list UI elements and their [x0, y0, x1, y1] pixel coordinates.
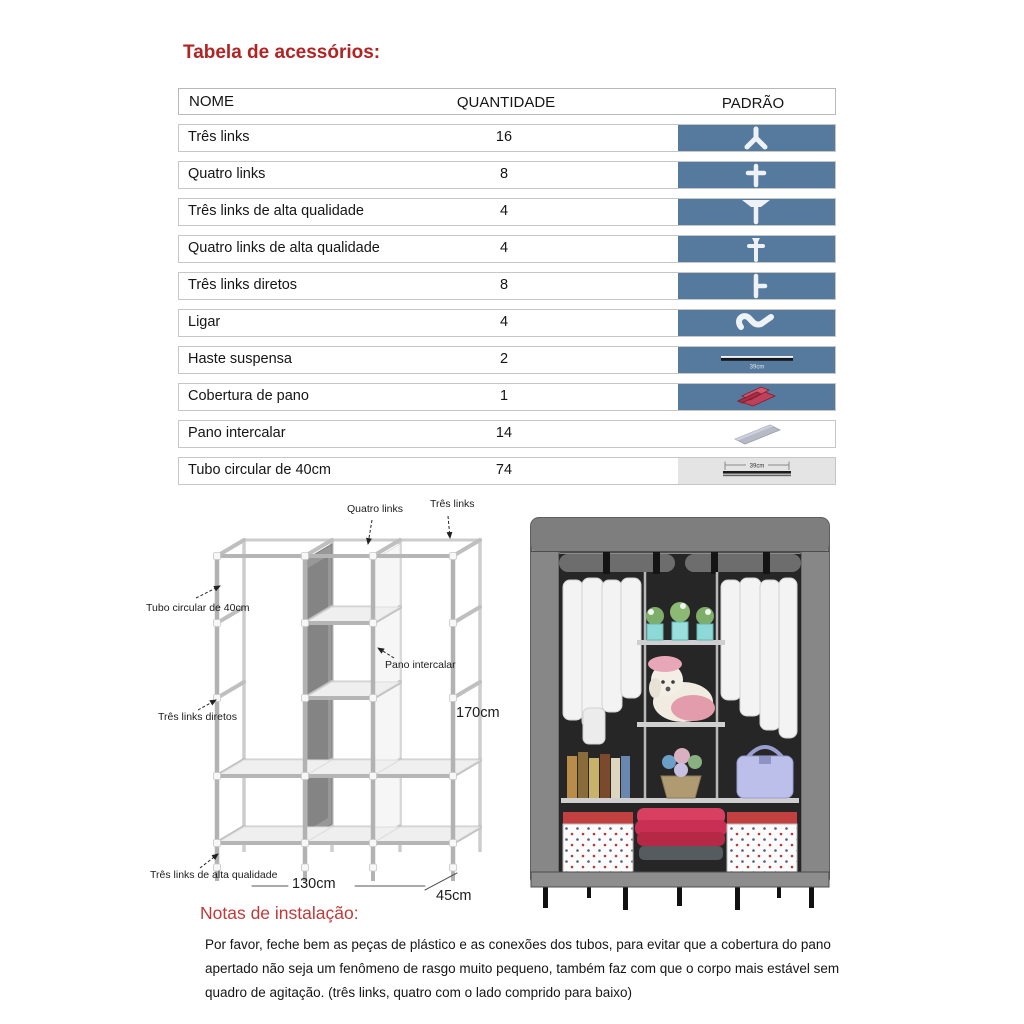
divider-panel-icon [678, 421, 835, 447]
table-row [178, 161, 836, 189]
fabric-cover-icon [678, 384, 835, 410]
column-header-pattern: PADRÃO [721, 95, 785, 112]
accessory-quantity: 14 [495, 425, 513, 441]
table-body [178, 124, 836, 485]
storage-box-right [727, 812, 797, 872]
wardrobe-legs [543, 884, 814, 910]
column-header-name: NOME [189, 93, 234, 110]
table-row [178, 235, 836, 263]
svg-text:39cm: 39cm [749, 463, 765, 470]
diagram-label-tubo-circular: Tubo circular de 40cm [146, 602, 250, 614]
accessory-name: Três links de alta qualidade [188, 203, 364, 219]
table-row [178, 272, 836, 300]
accessory-quantity: 4 [499, 314, 509, 330]
four-link-connector-icon [678, 162, 835, 188]
installation-notes-title: Notas de instalação: [200, 903, 359, 923]
tube-icon [678, 458, 835, 484]
accessory-name: Cobertura de pano [188, 388, 309, 404]
accessory-name: Ligar [188, 314, 221, 330]
table-row [178, 124, 836, 152]
storage-box-left [563, 812, 633, 872]
three-link-hq-connector-icon [678, 199, 835, 225]
wardrobe-product-photo [525, 512, 835, 910]
table-header-row [178, 88, 836, 115]
table-row [178, 309, 836, 337]
accessory-name: Haste suspensa [188, 351, 292, 367]
hanging-rod-icon [678, 347, 835, 373]
accessory-name: Quatro links [188, 166, 266, 182]
diagram-label-tres-links: Três links [430, 498, 475, 510]
straight-link-connector-icon [678, 273, 835, 299]
accessory-quantity: 4 [499, 203, 509, 219]
s-hook-icon [678, 310, 835, 336]
diagram-label-tres-links-alta-qualidade: Três links de alta qualidade [150, 869, 278, 881]
diagram-label-pano-intercalar: Pano intercalar [385, 659, 456, 671]
column-header-quantity: QUANTIDADE [456, 94, 556, 111]
accessory-quantity: 2 [499, 351, 509, 367]
potted-plants [646, 602, 714, 640]
table-row [178, 420, 836, 448]
accessory-quantity: 8 [499, 277, 509, 293]
accessory-name: Tubo circular de 40cm [188, 462, 331, 478]
accessories-table [178, 88, 836, 485]
table-row [178, 198, 836, 226]
dimension-width: 130cm [292, 876, 336, 892]
dimension-height: 170cm [456, 705, 500, 721]
accessory-name: Três links diretos [188, 277, 298, 293]
accessory-quantity: 8 [499, 166, 509, 182]
accessory-quantity: 1 [499, 388, 509, 404]
svg-text:39cm: 39cm [749, 364, 765, 371]
three-link-connector-icon [678, 125, 835, 151]
diagram-label-quatro-links: Quatro links [347, 503, 404, 515]
installation-notes-body: Por favor, feche bem as peças de plástico e as conexões dos tubos, para evitar que a cobertura do pano apertado não seja um fenômeno de rasgo muito pequeno, também faz com que o corpo mais estável sem quadro de agitação. (três links, quatro com o lado comprido para baixo) [205, 937, 840, 1000]
dimension-depth: 45cm [436, 888, 472, 904]
folded-red-clothes [635, 808, 727, 860]
accessory-quantity: 74 [495, 462, 513, 478]
table-row [178, 346, 836, 374]
wardrobe-photo-illustration [525, 512, 835, 910]
table-row [178, 457, 836, 485]
frame-assembly-diagram [140, 498, 520, 923]
accessory-name: Quatro links de alta qualidade [188, 240, 380, 256]
accessory-name: Pano intercalar [188, 425, 286, 441]
table-row [178, 383, 836, 411]
accessory-quantity: 4 [499, 240, 509, 256]
accessories-table-title: Tabela de acessórios: [183, 42, 381, 63]
accessory-quantity: 16 [495, 129, 513, 145]
four-link-hq-connector-icon [678, 236, 835, 262]
accessory-name: Três links [188, 129, 250, 145]
diagram-label-tres-links-diretos: Três links diretos [158, 711, 237, 723]
